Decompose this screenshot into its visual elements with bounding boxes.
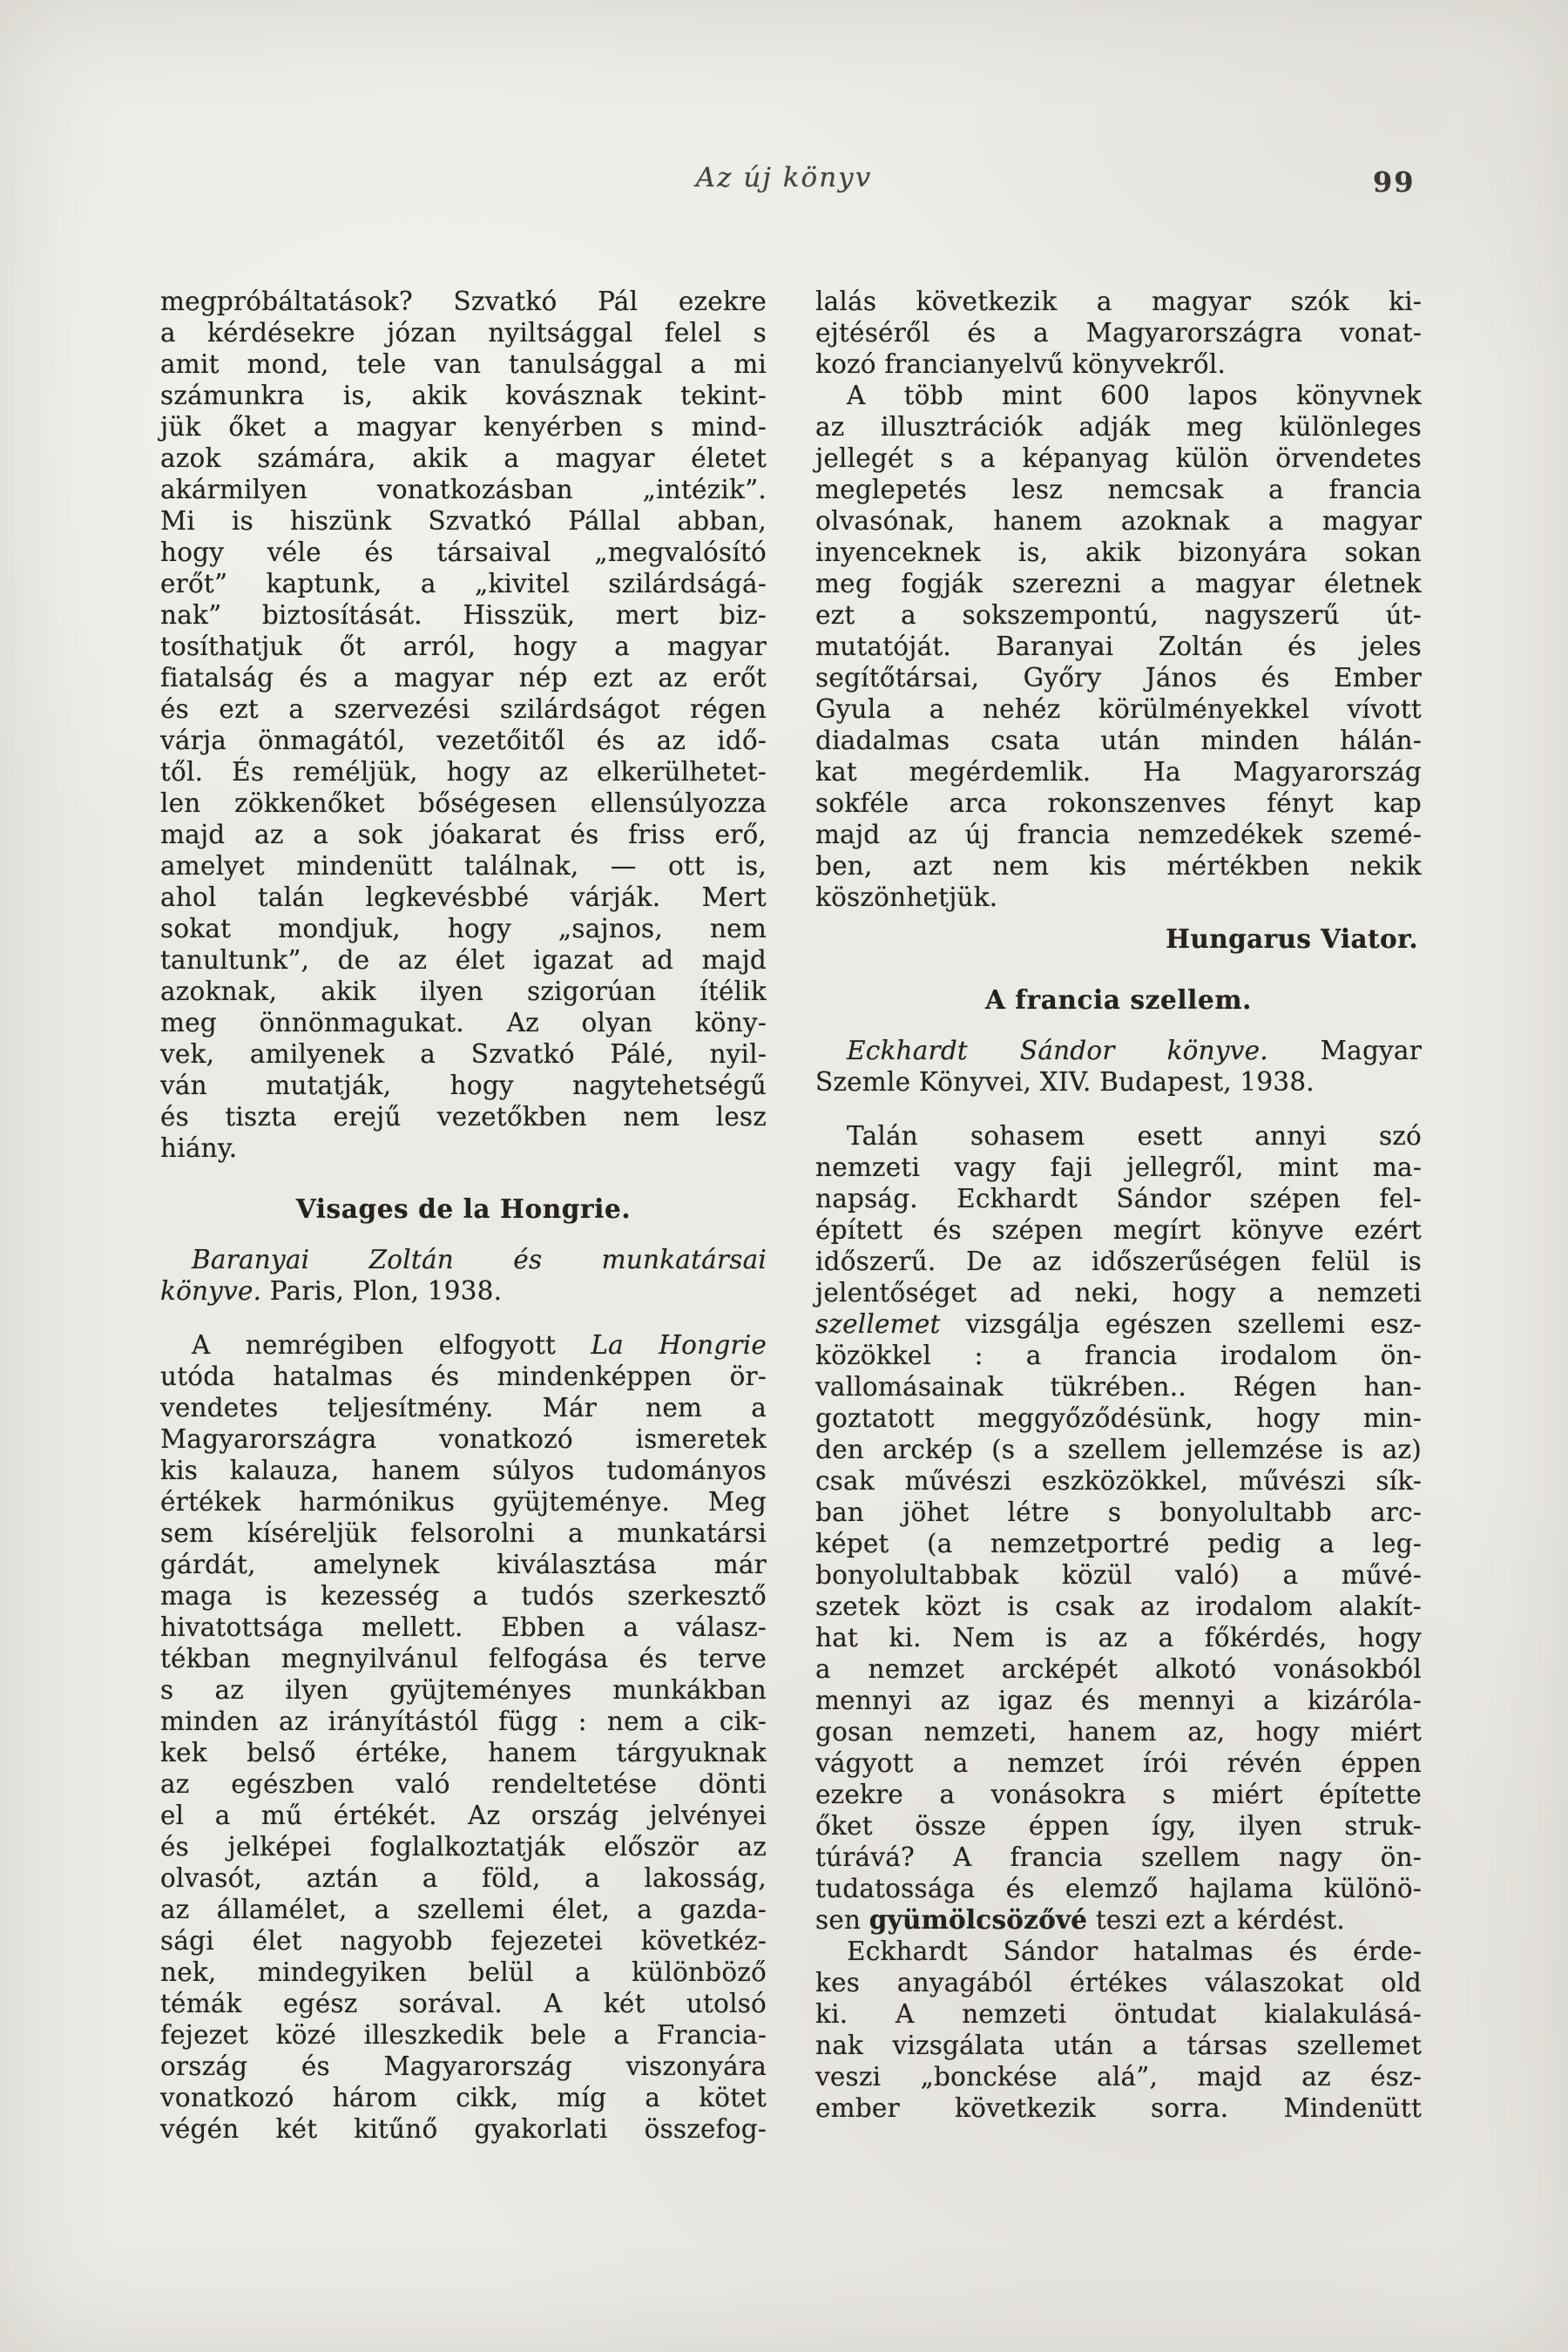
text-line: vendetes teljesítmény. Már nem a: [160, 1393, 767, 1423]
text-line: hat ki. Nem is az a főkérdés, hogy: [815, 1623, 1422, 1652]
text-line: meglepetés lesz nemcsak a francia: [815, 475, 1422, 504]
text-line: gárdát, amelynek kiválasztása már: [160, 1550, 767, 1579]
text-line: tanultunk”, de az élet igazat ad majd: [160, 945, 767, 975]
text-line: sokféle arca rokonszenves fényt kap: [815, 788, 1422, 818]
text-line: és ezt a szervezési szilárdságot régen: [160, 694, 767, 724]
text-line: Baranyai Zoltán és munkatársai: [192, 1245, 767, 1274]
text-line: és jelképei foglalkoztatják először az: [160, 1832, 767, 1862]
page-number: 99: [1373, 166, 1416, 199]
text-line: köszönhetjük.: [815, 882, 998, 912]
journal-running-title: Az új könyv: [695, 162, 873, 193]
text-line: könyve. Paris, Plon, 1938.: [160, 1276, 503, 1306]
text-line: várja önmagától, vezetőitől és az idő-: [160, 726, 767, 755]
text-column-right: [815, 286, 1422, 2124]
text-line: ván mutatják, hogy nagytehetségű: [160, 1071, 767, 1100]
text-line: Magyarországra vonatkozó ismeretek: [160, 1424, 767, 1454]
text-line: időszerű. De az időszerűségen felül is: [815, 1247, 1422, 1276]
text-line: nemzeti vagy faji jellegről, mint ma-: [815, 1152, 1422, 1182]
text-line: ki. A nemzeti öntudat kialakulásá-: [815, 1999, 1422, 2029]
text-line: hivatottsága mellett. Ebben a válasz-: [160, 1612, 767, 1642]
text-line: mennyi az igaz és mennyi a kizáróla-: [815, 1686, 1422, 1715]
paragraph: [815, 1936, 1422, 2124]
text-line: jellegét s a képanyag külön örvendetes: [815, 443, 1422, 473]
text-line: Mi is hiszünk Szvatkó Pállal abban,: [160, 506, 767, 536]
text-line: ban jöhet létre s bonyolultabb arc-: [815, 1497, 1422, 1527]
text-line: majd az új francia nemzedékek szemé-: [815, 820, 1422, 849]
text-line: képet (a nemzetportré pedig a leg-: [815, 1529, 1422, 1558]
text-line: gosan nemzeti, hanem az, hogy miért: [815, 1717, 1422, 1747]
text-line: az államélet, a szellemi élet, a gazda-: [160, 1895, 767, 1924]
text-line: len zökkenőket bőségesen ellensúlyozza: [160, 788, 767, 818]
text-line: Talán sohasem esett annyi szó: [847, 1121, 1422, 1151]
text-line: Szemle Könyvei, XIV. Budapest, 1938.: [815, 1067, 1315, 1097]
text-line: erőt” kaptunk, a „kivitel szilárdságá-: [160, 569, 767, 598]
text-line: szetek közt is csak az irodalom alakít-: [815, 1592, 1422, 1621]
section-heading: A francia szellem.: [984, 984, 1253, 1015]
paragraph: [815, 380, 1422, 913]
text-line: Gyula a nehéz körülményekkel vívott: [815, 694, 1422, 724]
text-line: hiány.: [160, 1133, 238, 1163]
text-line: A nemrégiben elfogyott La Hongrie: [192, 1330, 767, 1360]
book-byline: [815, 1035, 1422, 1098]
text-line: azoknak, akik ilyen szigorúan ítélik: [160, 977, 767, 1006]
paragraph: [160, 1329, 767, 2145]
text-line: sen gyümölcsözővé teszi ezt a kérdést.: [815, 1904, 1346, 1935]
text-line: nak vizsgálata után a társas szellemet: [815, 2031, 1422, 2060]
text-line: meg fogják szerezni a magyar életnek: [815, 569, 1422, 598]
text-line: A több mint 600 lapos könyvnek: [847, 381, 1422, 410]
text-line: kat megérdemlik. Ha Magyarország: [815, 757, 1422, 787]
text-line: jelentőséget ad neki, hogy a nemzeti: [815, 1278, 1422, 1308]
text-line: sági élet nagyobb fejezetei követkéz-: [160, 1926, 767, 1956]
text-line: ország és Magyarország viszonyára: [160, 2051, 767, 2081]
text-line: minden az irányítástól függ : nem a cik-: [160, 1707, 767, 1736]
text-line: olvasót, aztán a föld, a lakosság,: [160, 1863, 767, 1893]
text-line: napság. Eckhardt Sándor szépen fel-: [815, 1184, 1422, 1213]
text-line: amelyet mindenütt találnak, — ott is,: [160, 851, 767, 881]
text-line: fiatalság és a magyar nép ezt az erőt: [160, 663, 767, 693]
text-line: jük őket a magyar kenyérben s mind-: [160, 412, 767, 442]
text-line: sem kíséreljük felsorolni a munkatársi: [160, 1518, 767, 1548]
text-line: kek belső értéke, hanem tárgyuknak: [160, 1738, 767, 1767]
text-line: kis kalauza, hanem súlyos tudományos: [160, 1456, 767, 1485]
text-line: ahol talán legkevésbbé várják. Mert: [160, 882, 767, 912]
text-line: bonyolultabbak közül való) a művé-: [815, 1560, 1422, 1590]
text-line: segítőtársai, Győry János és Ember: [815, 663, 1422, 693]
text-line: hogy véle és társaival „megvalósító: [160, 537, 767, 567]
text-line: őket össze éppen így, ilyen struk-: [815, 1811, 1422, 1841]
text-line: ezekre a vonásokra s miért építette: [815, 1780, 1422, 1809]
text-line: sokat mondjuk, hogy „sajnos, nem: [160, 914, 767, 943]
text-line: tékban megnyilvánul felfogása és terve: [160, 1644, 767, 1673]
text-line: vonatkozó három cikk, míg a kötet: [160, 2083, 767, 2112]
text-line: utóda hatalmas és mindenképpen ör-: [160, 1362, 767, 1391]
text-line: vek, amilyenek a Szvatkó Pálé, nyil-: [160, 1039, 767, 1069]
text-line: majd az a sok jóakarat és friss erő,: [160, 820, 767, 849]
text-line: és tiszta erejű vezetőkben nem lesz: [160, 1102, 767, 1132]
section-heading: Visages de la Hongrie.: [295, 1193, 632, 1224]
text-line: tosíthatjuk őt arról, hogy a magyar: [160, 632, 767, 661]
text-line: Eckhardt Sándor könyve. Magyar: [847, 1036, 1422, 1065]
text-line: vágyott a nemzet írói révén éppen: [815, 1748, 1422, 1778]
text-line: a nemzet arcképét alkotó vonásokból: [815, 1654, 1422, 1684]
text-line: csak művészi eszközökkel, művészi sík-: [815, 1466, 1422, 1496]
text-line: számunkra is, akik kovásznak tekint-: [160, 381, 767, 410]
paragraph: [815, 1120, 1422, 1936]
text-line: ejtéséről és a Magyarországra vonat-: [815, 318, 1422, 348]
text-line: vallomásainak tükrében.. Régen han-: [815, 1372, 1422, 1402]
text-line: épített és szépen megírt könyve ezért: [815, 1215, 1422, 1245]
text-line: nak” biztosítását. Hisszük, mert biz-: [160, 600, 767, 630]
text-line: kozó francianyelvű könyvekről.: [815, 349, 1227, 379]
text-line: megpróbáltatások? Szvatkó Pál ezekre: [160, 287, 767, 316]
text-line: el a mű értékét. Az ország jelvényei: [160, 1801, 767, 1830]
text-line: ben, azt nem kis mértékben nekik: [815, 851, 1422, 881]
text-line: végén két kitűnő gyakorlati összefog-: [160, 2114, 767, 2144]
text-line: lalás következik a magyar szók ki-: [815, 287, 1422, 316]
text-line: tudatossága és elemző hajlama különö-: [815, 1874, 1422, 1903]
text-column-left: [160, 286, 767, 2145]
book-byline: [160, 1244, 767, 1307]
text-line: témák egész sorával. A két utolsó: [160, 1989, 767, 2018]
text-line: az egészben való rendeltetése dönti: [160, 1769, 767, 1799]
text-line: ember következik sorra. Mindenütt: [815, 2093, 1422, 2123]
text-line: nek, mindegyiken belül a különböző: [160, 1957, 767, 1987]
text-line: mutatóját. Baranyai Zoltán és jeles: [815, 632, 1422, 661]
paragraph: [160, 286, 767, 1164]
paragraph: [815, 286, 1422, 380]
text-line: goztatott meggyőződésünk, hogy min-: [815, 1403, 1422, 1433]
text-line: veszi „bonckése alá”, majd az ész-: [815, 2062, 1422, 2092]
text-line: ezt a sokszempontú, nagyszerű út-: [815, 600, 1422, 630]
text-line: olvasónak, hanem azoknak a magyar: [815, 506, 1422, 536]
text-line: kes anyagából értékes válaszokat old: [815, 1968, 1422, 1997]
text-line: Eckhardt Sándor hatalmas és érde-: [847, 1936, 1422, 1966]
text-line: den arckép (s a szellem jellemzése is az): [815, 1435, 1422, 1464]
text-line: meg önnönmagukat. Az olyan köny-: [160, 1008, 767, 1037]
text-line: amit mond, tele van tanulsággal a mi: [160, 349, 767, 379]
text-line: az illusztrációk adják meg különleges: [815, 412, 1422, 442]
text-line: maga is kezesség a tudós szerkesztő: [160, 1581, 767, 1611]
review-signature: Hungarus Viator.: [1166, 923, 1418, 954]
text-line: től. És reméljük, hogy az elkerülhetet-: [160, 757, 767, 787]
text-line: közökkel : a francia irodalom ön-: [815, 1341, 1422, 1370]
text-line: a kérdésekre józan nyiltsággal felel s: [160, 318, 767, 348]
text-line: azok számára, akik a magyar életet: [160, 443, 767, 473]
text-line: túrává? A francia szellem nagy ön-: [815, 1842, 1422, 1872]
text-line: inyenceknek is, akik bizonyára sokan: [815, 537, 1422, 567]
text-line: s az ilyen gyüjteményes munkákban: [160, 1675, 767, 1705]
text-line: fejezet közé illeszkedik bele a Francia-: [160, 2020, 767, 2050]
text-line: szellemet vizsgálja egészen szellemi esz-: [815, 1309, 1422, 1339]
text-line: diadalmas csata után minden hálán-: [815, 726, 1422, 755]
text-line: értékek harmónikus gyüjteménye. Meg: [160, 1487, 767, 1517]
text-line: akármilyen vonatkozásban „intézik”.: [160, 475, 767, 504]
